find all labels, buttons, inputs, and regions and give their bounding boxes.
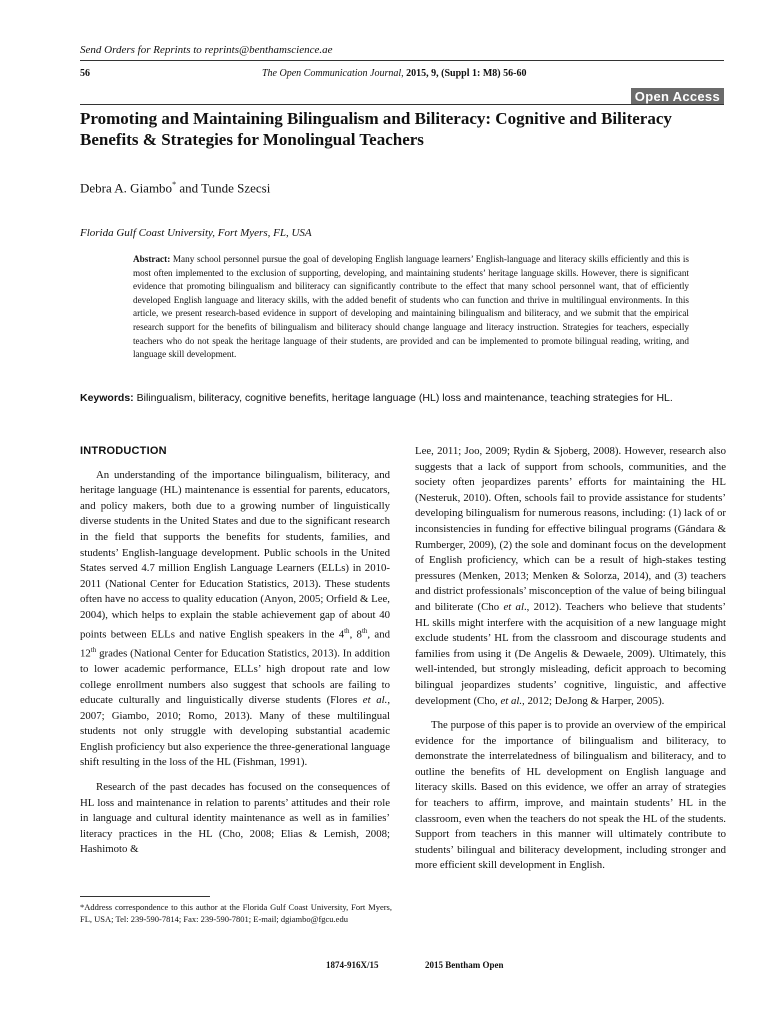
journal-year-volume: 2015, 9,	[406, 68, 439, 79]
paragraph	[415, 444, 726, 709]
citation-et-al: et al.	[362, 694, 388, 707]
keywords	[80, 391, 726, 405]
article-title: Promoting and Maintaining Bilingualism and Biliteracy: Cognitive and Biliteracy Benefits & Strategies for Monolingual Teachers	[80, 109, 672, 149]
copyright: 2015 Bentham Open	[425, 960, 504, 970]
paragraph-text: , 2007; Giambo, 2010; Romo, 2013). Many of these multilingual students not only struggle with developing substantial academic English proficiency but also experience the three-generational language shift resulting in the loss of the HL (Fishman, 1991).	[80, 694, 391, 769]
journal-supplement: (Suppl 1: M8) 56-60	[441, 68, 527, 79]
abstract	[133, 253, 689, 362]
section-heading-introduction: INTRODUCTION	[80, 445, 167, 457]
paragraph-text: Lee, 2011; Joo, 2009; Rydin & Sjoberg, 2008). However, research also suggests that a lack of support from schools, communities, and the society often jeopardizes parents’ efforts for maintaining the HL (Nesteruk, 2010). Often, schools fail to provide assistance for students’ developing bilingualism for numerous reasons, including: (1) lack of or inconsistencies in funding for effective bilingual programs (Gándara & Rumberger, 2009), (2) the sole and dominant focus on the development of English proficiency, which can be a result of high-stakes testing pressures (Menken, 2013; Menken & Solorza, 2014), and (3) teachers and district professionals’ misconception of the value of being bilingual and biliterate (Cho	[415, 445, 726, 613]
paragraph-text: An understanding of the importance bilingualism, biliteracy, and heritage language (HL) maintenance is essential for parents, educators, and policy makers, both due to a growing number of linguistically diverse students in the United States and due to the significant research in the field that supports the benefits for students, families, and students’ English-language development. Public schools in the United States served 4.7 million English Language Learners (ELLs) in 2010-2011 (National Center for Education Statistics, 2013). These students often have no access to quality education (Anyon, 2005; Orfield & Lee, 2004), which helps to explain the stable achievement gap of about 40 points between ELLs and native English speakers in the 4	[80, 468, 390, 641]
superscript: th	[344, 626, 350, 635]
title-divider	[80, 104, 724, 105]
author-name: Debra A. Giambo	[80, 180, 173, 196]
paragraph-text: , and 12	[80, 628, 390, 660]
paragraph: Research of the past decades has focused on the consequences of HL loss and maintenance in relation to parents’ attitudes and their role in language and cultural identity maintenance as well as in families’ literacy practices in the HL (Cho, 2008; Elias & Lemish, 2008; Hashimoto &	[80, 781, 390, 856]
corresponding-author-mark: *	[172, 180, 177, 189]
superscript: th	[361, 626, 368, 635]
page-number: 56	[80, 68, 90, 79]
affiliation: Florida Gulf Coast University, Fort Myers, FL, USA	[80, 227, 312, 239]
paragraph-text: grades (National Center for Education Statistics, 2013). In addition to lower academic performance, ELLs’ high dropout rate and low college enrollment numbers also suggest that schools are failing to educate culturally and linguistically diverse students (Flores	[80, 647, 390, 707]
author-list	[80, 180, 270, 196]
superscript: th	[90, 645, 97, 654]
open-access-badge: Open Access	[631, 88, 724, 105]
paragraph: The purpose of this paper is to provide an overview of the empirical evidence for the importance of bilingualism and biliteracy, to demonstrate the interrelatedness of bilingualism and biliteracy, and to outline the benefits of HL development on English language and literacy skills. Based on this evidence, we offer an array of strategies for teachers to affirm, improve, and maintain students’ HL in the classroom, even when the teachers do not speak the HL of the students. Support from teachers in this manner will ultimately contribute to students’ bilingual and biliteracy development, including stronger and more efficient skill development in English.	[415, 719, 726, 872]
journal-citation	[262, 68, 526, 79]
left-column	[80, 444, 390, 858]
paragraph	[80, 468, 390, 771]
right-column	[415, 444, 726, 874]
paragraph-text: , 8	[349, 628, 362, 641]
abstract-label: Abstract:	[133, 254, 171, 264]
author-name-2: and Tunde Szecsi	[176, 180, 271, 196]
abstract-text: Many school personnel pursue the goal of developing English language learners’ English-language and literacy skills efficiently and this is most often implemented to the exclusion of supporting, developing, and maintaining students’ heritage language skills. However, there is significant evidence that promoting bilingualism and biliteracy can significantly contribute to the effect that many school personnel want, that of efficiently developed English language and literacy skills, with the added benefit of students who can function and thrive in multilingual environments. In this article, we present research-based evidence in support of developing and maintaining bilingualism and biliteracy, and we submit that the empirical research support for the benefits of bilingualism and biliteracy should change language and literacy instruction. Strategies for teachers, especially teachers who do not speak the heritage language of their students, are provided and can be implemented to promote bilingual reading, writing, and language skill development.	[133, 254, 689, 360]
citation-et-al: et al	[503, 600, 524, 613]
header-divider	[80, 60, 724, 61]
footnote-divider	[80, 896, 210, 897]
citation-et-al: et al.,	[500, 694, 525, 707]
issn: 1874-916X/15	[326, 960, 379, 970]
journal-name: The Open Communication Journal,	[262, 68, 404, 79]
reprint-notice: Send Orders for Reprints to reprints@benthamscience.ae	[80, 44, 333, 56]
paragraph-text: 2012; DeJong & Harper, 2005).	[524, 694, 665, 707]
correspondence-footnote: *Address correspondence to this author at the Florida Gulf Coast University, Fort Myers, FL, USA; Tel: 239-590-7814; Fax: 239-590-7801; E-mail; dgiambo@fgcu.edu	[80, 902, 392, 924]
keywords-text: Bilingualism, biliteracy, cognitive benefits, heritage language (HL) loss and maintenance, teaching strategies for HL.	[133, 392, 673, 404]
paragraph-text: ., 2012). Teachers who believe that students’ HL skills might interfere with the acquisition of a new language might exclude students’ HL from the classroom and discourage students and families from using it (De Angelis & Dewaele, 2009). Ultimately, this well-intended, but strongly misleading, deficit approach to becoming bilingual jeopardizes students’ cognitive, linguistic, and affective development (Cho,	[415, 600, 727, 707]
keywords-label: Keywords:	[80, 392, 134, 404]
